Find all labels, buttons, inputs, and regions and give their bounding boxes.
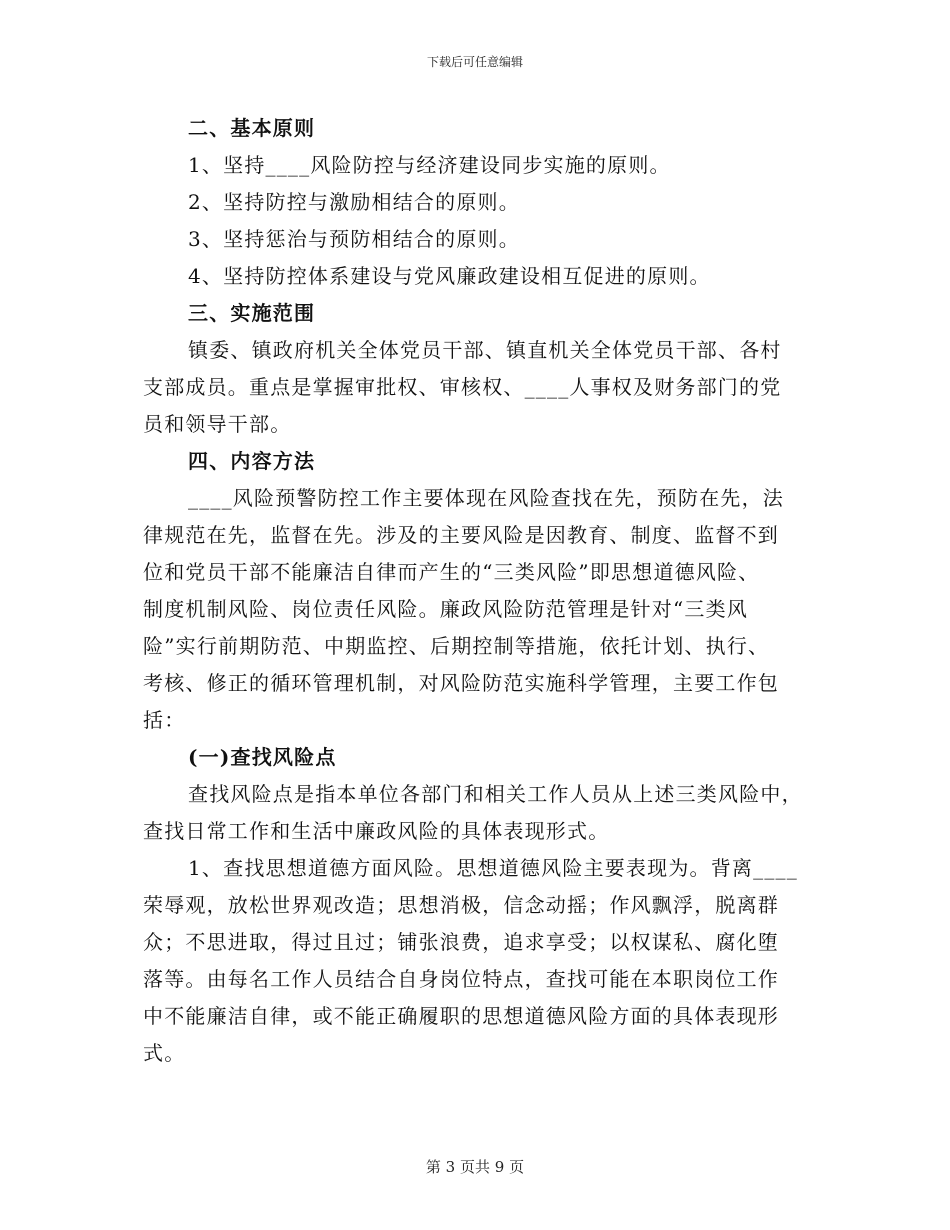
text-line: 1、坚持____风险防控与经济建设同步实施的原则。 <box>188 153 671 177</box>
text-line: 式。 <box>143 1041 186 1065</box>
text-line: 2、坚持防控与激励相结合的原则。 <box>188 190 520 214</box>
page-footer: 第 3 页共 9 页 <box>425 1158 525 1176</box>
page-header: 下载后可任意编辑 <box>426 55 523 69</box>
text-line: 1、查找思想道德方面风险。思想道德风险主要表现为。背离____ <box>188 856 798 880</box>
text-line: 中不能廉洁自律，或不能正确履职的思想道德风险方面的具体表现形 <box>143 1004 779 1028</box>
text-line: 考核、修正的循环管理机制，对风险防范实施科学管理，主要工作包 <box>143 671 779 695</box>
text-line: 镇委、镇政府机关全体党员干部、镇直机关全体党员干部、各村 <box>188 338 782 362</box>
text-line: 4、坚持防控体系建设与党风廉政建设相互促进的原则。 <box>188 264 711 288</box>
document-body <box>143 110 808 1072</box>
text-line: 众；不思进取，得过且过；铺张浪费，追求享受；以权谋私、腐化堕 <box>143 930 779 954</box>
text-line: 员和领导干部。 <box>143 412 292 436</box>
text-line: 律规范在先，监督在先。涉及的主要风险是因教育、制度、监督不到 <box>143 523 779 547</box>
text-line: 3、坚持惩治与预防相结合的原则。 <box>188 227 520 251</box>
text-line: 括： <box>143 708 186 732</box>
text-line: 查找日常工作和生活中廉政风险的具体表现形式。 <box>143 819 610 843</box>
text-line: 落等。由每名工作人员结合自身岗位特点，查找可能在本职岗位工作 <box>143 967 779 991</box>
section-heading: 二、基本原则 <box>188 116 316 140</box>
section-heading: (一)查找风险点 <box>188 745 337 769</box>
section-heading: 四、内容方法 <box>188 449 316 473</box>
text-line: 查找风险点是指本单位各部门和相关工作人员从上述三类风险中， <box>188 782 803 806</box>
text-line: 险”实行前期防范、中期监控、后期控制等措施，依托计划、执行、 <box>143 634 770 658</box>
section-heading: 三、实施范围 <box>188 301 316 325</box>
text-line: ____风险预警防控工作主要体现在风险查找在先，预防在先，法 <box>188 486 784 510</box>
text-line: 制度机制风险、岗位责任风险。廉政风险防范管理是针对“三类风 <box>143 597 749 621</box>
text-line: 荣辱观，放松世界观改造；思想消极，信念动摇；作风飘浮，脱离群 <box>143 893 779 917</box>
text-line: 位和党员干部不能廉洁自律而产生的“三类风险”即思想道德风险、 <box>143 560 760 584</box>
text-line: 支部成员。重点是掌握审批权、审核权、____人事权及财务部门的党 <box>143 375 782 399</box>
